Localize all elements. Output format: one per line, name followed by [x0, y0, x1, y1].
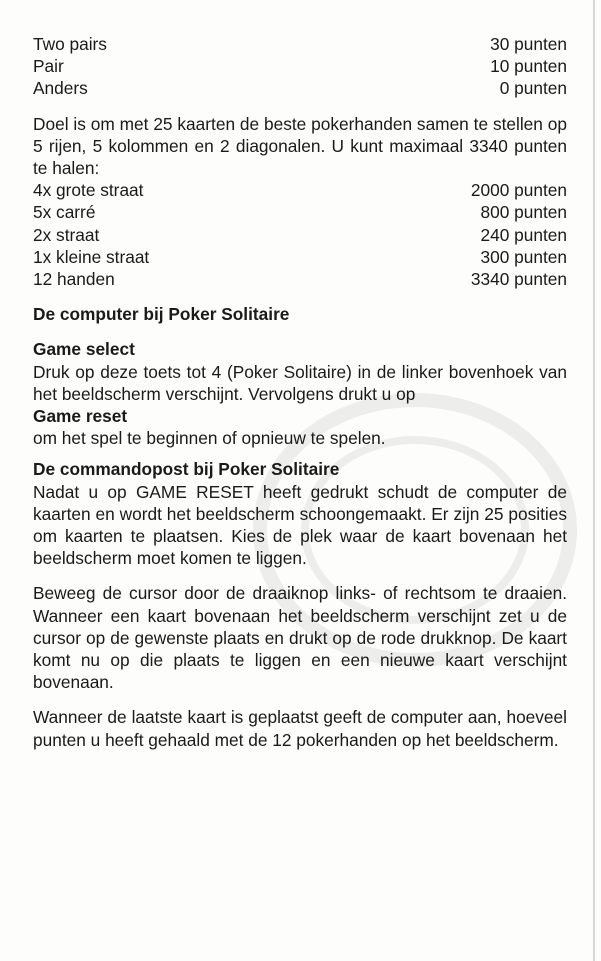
- section-heading-computer: De computer bij Poker Solitaire: [33, 304, 290, 325]
- score-row: [33, 77, 567, 99]
- score-row: [33, 246, 567, 268]
- game-select-title: Game select: [33, 339, 135, 360]
- score-value: 30 punten: [490, 34, 567, 54]
- score-row: [33, 201, 567, 223]
- score-label: Two pairs: [33, 34, 107, 54]
- score-value: 240 punten: [480, 224, 567, 245]
- score-label: 1x kleine straat: [33, 246, 150, 267]
- score-value: 800 punten: [480, 202, 567, 223]
- game-reset-text: om het spel te beginnen of opnieuw te spelen.: [33, 428, 386, 449]
- game-select-text: Druk op deze toets tot 4 (Poker Solitaire) in de linker bovenhoek van het beeldscherm verschijnt. Vervolgens drukt u op: [33, 361, 567, 404]
- score-row: [33, 33, 567, 55]
- score-row: [33, 268, 567, 290]
- score-label: Pair: [33, 56, 64, 77]
- score-label: 5x carré: [33, 202, 96, 223]
- commando-paragraph-3: Wanneer de laatste kaart is geplaatst geeft de computer aan, hoeveel punten u heeft gehaald met de 12 pokerhanden op het beeldscherm.: [33, 707, 567, 750]
- score-row: [33, 224, 567, 246]
- score-value: 3340 punten: [470, 269, 567, 290]
- commando-paragraph-2: Beweeg de cursor door de draaiknop links- of rechtsom te draaien. Wanneer een kaart bovenaan het beeldscherm verschijnt zet u de cursor op de gewenste plaats en drukt op de rode drukknop. De kaart komt nu op die plaats te liggen en een nieuwe kaart verschijnt bovenaan.: [33, 583, 567, 693]
- intro-paragraph: Doel is om met 25 kaarten de beste pokerhanden samen te stellen op 5 rijen, 5 kolommen en 2 diagonalen. U kunt maximaal 3340 punten te halen:: [33, 113, 567, 179]
- score-label: 2x straat: [33, 224, 100, 245]
- score-value: 10 punten: [490, 56, 567, 77]
- score-value: 2000 punten: [470, 180, 567, 201]
- score-value: 0 punten: [499, 78, 567, 99]
- score-table-max: [33, 179, 567, 290]
- score-label: 4x grote straat: [33, 180, 144, 201]
- score-value: 300 punten: [480, 246, 567, 267]
- commando-paragraph-1: Nadat u op GAME RESET heeft gedrukt schudt de computer de kaarten en wordt het beeldscherm schoongemaakt. Er zijn 25 posities om kaarten te plaatsen. Kies de plek waar de kaart bovenaan het beeldscherm moet komen te liggen.: [33, 481, 567, 569]
- page-edge: [593, 0, 595, 961]
- game-reset-title: Game reset: [33, 406, 128, 427]
- score-label: Anders: [33, 78, 88, 99]
- score-table-top: [33, 33, 567, 100]
- score-row: [33, 179, 567, 201]
- manual-text: [33, 33, 567, 751]
- score-label: 12 handen: [33, 269, 115, 290]
- section-heading-commando: De commandopost bij Poker Solitaire: [33, 459, 340, 480]
- score-row: [33, 55, 567, 77]
